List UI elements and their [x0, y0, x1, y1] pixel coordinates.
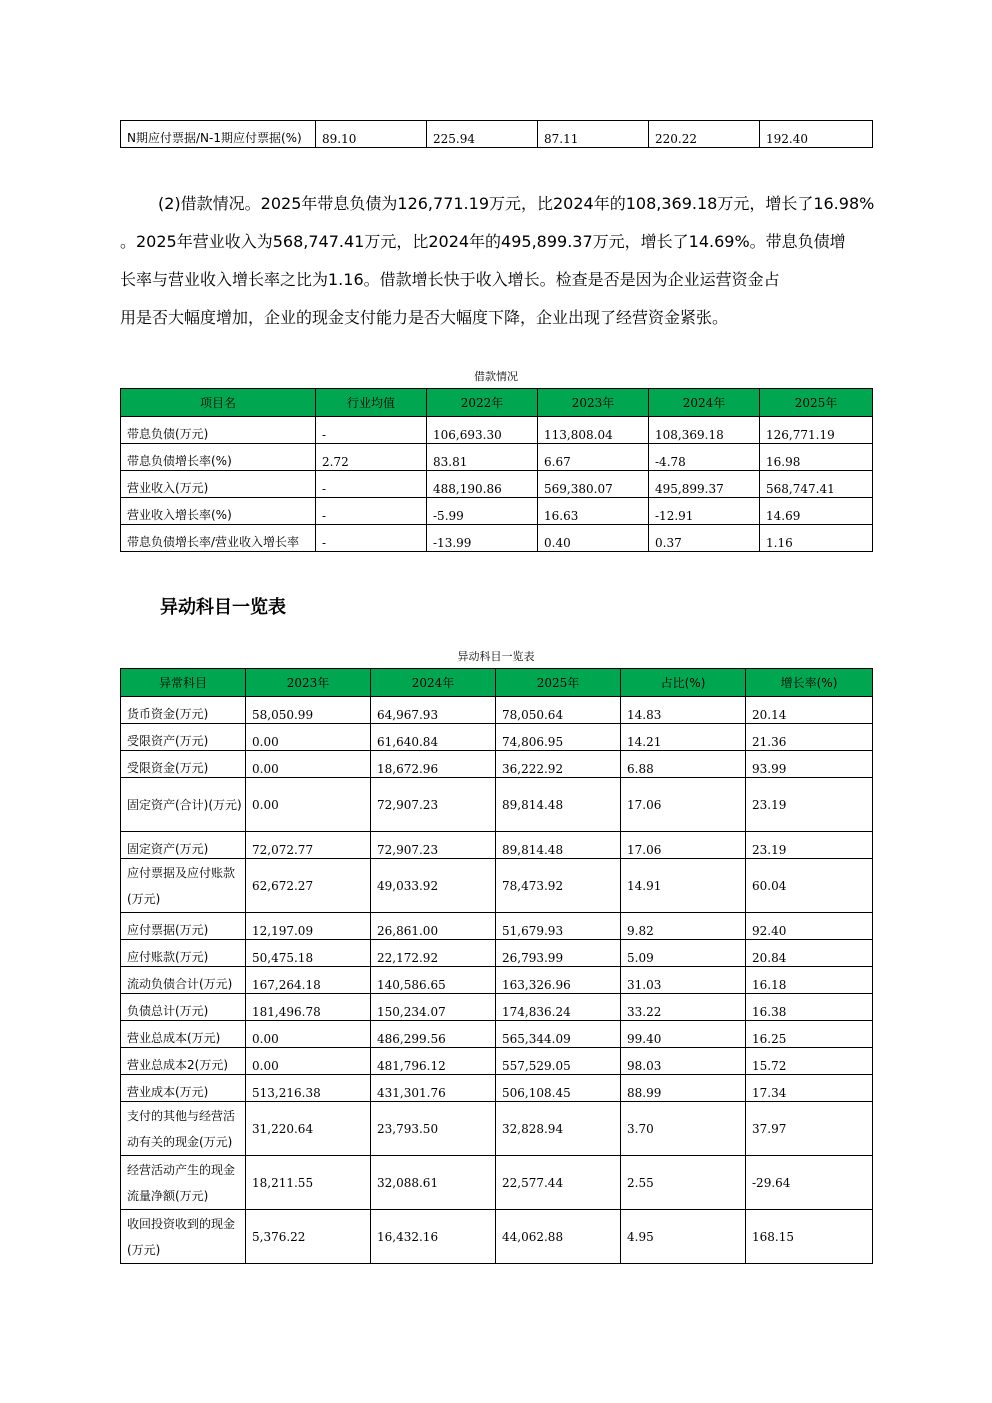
row-label: 受限资产(万元) [121, 724, 246, 751]
row-label: 固定资产(合计)(万元) [121, 778, 246, 832]
cell: 58,050.99 [246, 697, 371, 724]
cell: 83.81 [427, 444, 538, 471]
cell: 1.16 [760, 525, 873, 552]
table-row [121, 697, 873, 724]
cell: 0.00 [246, 1021, 371, 1048]
cell: 33.22 [621, 994, 746, 1021]
table-row [121, 940, 873, 967]
table-row [121, 444, 873, 471]
table-row [121, 1102, 873, 1156]
cell: 16.38 [746, 994, 873, 1021]
cell: 89.10 [316, 121, 427, 148]
cell: 220.22 [649, 121, 760, 148]
cell: 108,369.18 [649, 417, 760, 444]
cell: 15.72 [746, 1048, 873, 1075]
table-row [121, 525, 873, 552]
cell: - [316, 498, 427, 525]
table-row [121, 1021, 873, 1048]
row-label: 支付的其他与经营活动有关的现金(万元) [121, 1102, 246, 1156]
table-row [121, 859, 873, 913]
table-row [121, 1048, 873, 1075]
cell: 167,264.18 [246, 967, 371, 994]
cell: 62,672.27 [246, 859, 371, 913]
row-label: 营业收入增长率(%) [121, 498, 316, 525]
row-label: 货币资金(万元) [121, 697, 246, 724]
cell: -12.91 [649, 498, 760, 525]
cell: 0.40 [538, 525, 649, 552]
cell: 569,380.07 [538, 471, 649, 498]
cell: 5,376.22 [246, 1210, 371, 1264]
loan-table [120, 388, 873, 552]
cell: 32,828.94 [496, 1102, 621, 1156]
cell: 22,172.92 [371, 940, 496, 967]
table-row [121, 994, 873, 1021]
cell: 26,793.99 [496, 940, 621, 967]
cell: 0.00 [246, 778, 371, 832]
cell: 14.21 [621, 724, 746, 751]
row-label: 营业总成本2(万元) [121, 1048, 246, 1075]
cell: 72,907.23 [371, 832, 496, 859]
cell: - [316, 417, 427, 444]
cell: 9.82 [621, 913, 746, 940]
cell: 98.03 [621, 1048, 746, 1075]
cell: 36,222.92 [496, 751, 621, 778]
cell: 113,808.04 [538, 417, 649, 444]
cell: 20.84 [746, 940, 873, 967]
cell: 50,475.18 [246, 940, 371, 967]
table-row [121, 778, 873, 832]
cell: 181,496.78 [246, 994, 371, 1021]
cell: 89,814.48 [496, 832, 621, 859]
cell: 12,197.09 [246, 913, 371, 940]
row-label: 经营活动产生的现金流量净额(万元) [121, 1156, 246, 1210]
cell: 18,211.55 [246, 1156, 371, 1210]
cell: 17.06 [621, 832, 746, 859]
paragraph-line: (2)借款情况。2025年带息负债为126,771.19万元，比2024年的108,369.18万元，增长了16.98% [158, 194, 875, 213]
section-heading: 异动科目一览表 [160, 597, 286, 618]
cell: 21.36 [746, 724, 873, 751]
cell: 88.99 [621, 1075, 746, 1102]
row-label: 带息负债(万元) [121, 417, 316, 444]
cell: 14.83 [621, 697, 746, 724]
cell: 32,088.61 [371, 1156, 496, 1210]
cell: 23.19 [746, 832, 873, 859]
cell: 495,899.37 [649, 471, 760, 498]
anomaly-table [120, 668, 873, 1264]
table-row [121, 1075, 873, 1102]
cell: 174,836.24 [496, 994, 621, 1021]
cell: 506,108.45 [496, 1075, 621, 1102]
cell: 0.00 [246, 751, 371, 778]
table-row [121, 913, 873, 940]
cell: 126,771.19 [760, 417, 873, 444]
cell: 225.94 [427, 121, 538, 148]
row-label: 负债总计(万元) [121, 994, 246, 1021]
cell: 486,299.56 [371, 1021, 496, 1048]
table-row [121, 832, 873, 859]
table-row [121, 724, 873, 751]
cell: 26,861.00 [371, 913, 496, 940]
cell: 5.09 [621, 940, 746, 967]
paragraph-line: 用是否大幅度增加，企业的现金支付能力是否大幅度下降，企业出现了经营资金紧张。 [120, 308, 729, 327]
cell: 31.03 [621, 967, 746, 994]
row-label: 营业收入(万元) [121, 471, 316, 498]
cell: 72,907.23 [371, 778, 496, 832]
row-label: 应付票据(万元) [121, 913, 246, 940]
cell: 31,220.64 [246, 1102, 371, 1156]
cell: 99.40 [621, 1021, 746, 1048]
cell: 565,344.09 [496, 1021, 621, 1048]
row-label: 流动负债合计(万元) [121, 967, 246, 994]
cell: 23.19 [746, 778, 873, 832]
cell: -4.78 [649, 444, 760, 471]
cell: 23,793.50 [371, 1102, 496, 1156]
cell: 14.69 [760, 498, 873, 525]
cell: 72,072.77 [246, 832, 371, 859]
cell: 106,693.30 [427, 417, 538, 444]
cell: 0.37 [649, 525, 760, 552]
cell: 44,062.88 [496, 1210, 621, 1264]
cell: 92.40 [746, 913, 873, 940]
row-label: 固定资产(万元) [121, 832, 246, 859]
row-label: 带息负债增长率(%) [121, 444, 316, 471]
cell: 6.67 [538, 444, 649, 471]
column-header: 2023年 [538, 389, 649, 417]
cell: 16.25 [746, 1021, 873, 1048]
cell: 14.91 [621, 859, 746, 913]
table-row [121, 498, 873, 525]
table-row [121, 471, 873, 498]
column-header: 增长率(%) [746, 669, 873, 697]
cell: 163,326.96 [496, 967, 621, 994]
cell: 140,586.65 [371, 967, 496, 994]
cell: 78,050.64 [496, 697, 621, 724]
cell: 78,473.92 [496, 859, 621, 913]
column-header: 占比(%) [621, 669, 746, 697]
cell: 20.14 [746, 697, 873, 724]
cell: 557,529.05 [496, 1048, 621, 1075]
table-row [121, 417, 873, 444]
cell: 6.88 [621, 751, 746, 778]
cell: 16.18 [746, 967, 873, 994]
table-caption: 异动科目一览表 [457, 650, 535, 663]
cell: 2.72 [316, 444, 427, 471]
cell: 568,747.41 [760, 471, 873, 498]
cell: 168.15 [746, 1210, 873, 1264]
cell: 61,640.84 [371, 724, 496, 751]
column-header: 2025年 [760, 389, 873, 417]
cell: 2.55 [621, 1156, 746, 1210]
row-label: 应付票据及应付账款(万元) [121, 859, 246, 913]
cell: 49,033.92 [371, 859, 496, 913]
row-label: 应付账款(万元) [121, 940, 246, 967]
cell: 150,234.07 [371, 994, 496, 1021]
row-label: 营业总成本(万元) [121, 1021, 246, 1048]
table-row [121, 751, 873, 778]
cell: 192.40 [760, 121, 873, 148]
row-label: 营业成本(万元) [121, 1075, 246, 1102]
row-label: 收回投资收到的现金(万元) [121, 1210, 246, 1264]
cell: - [316, 525, 427, 552]
column-header: 2025年 [496, 669, 621, 697]
cell: 22,577.44 [496, 1156, 621, 1210]
column-header: 2022年 [427, 389, 538, 417]
cell: 431,301.76 [371, 1075, 496, 1102]
cell: 0.00 [246, 724, 371, 751]
row-label: 受限资金(万元) [121, 751, 246, 778]
cell: 0.00 [246, 1048, 371, 1075]
table-row [121, 1210, 873, 1264]
cell: 93.99 [746, 751, 873, 778]
cell: 17.34 [746, 1075, 873, 1102]
row-label: 带息负债增长率/营业收入增长率 [121, 525, 316, 552]
loan-paragraph [120, 185, 900, 337]
table-row [121, 967, 873, 994]
cell: 51,679.93 [496, 913, 621, 940]
table-header-row [121, 389, 873, 417]
cell: 4.95 [621, 1210, 746, 1264]
cell: -13.99 [427, 525, 538, 552]
table-row [121, 1156, 873, 1210]
cell: -5.99 [427, 498, 538, 525]
cell: 17.06 [621, 778, 746, 832]
cell: 513,216.38 [246, 1075, 371, 1102]
cell: 16.63 [538, 498, 649, 525]
column-header: 2023年 [246, 669, 371, 697]
cell: 87.11 [538, 121, 649, 148]
cell: - [316, 471, 427, 498]
table-caption: 借款情况 [474, 370, 518, 383]
cell: 488,190.86 [427, 471, 538, 498]
cell: 3.70 [621, 1102, 746, 1156]
column-header: 行业均值 [316, 389, 427, 417]
cell: 16,432.16 [371, 1210, 496, 1264]
top-ratio-table [120, 120, 873, 148]
cell: 37.97 [746, 1102, 873, 1156]
column-header: 异常科目 [121, 669, 246, 697]
table-row [121, 121, 873, 148]
cell: 18,672.96 [371, 751, 496, 778]
cell: 89,814.48 [496, 778, 621, 832]
table-header-row [121, 669, 873, 697]
paragraph-line: 长率与营业收入增长率之比为1.16。借款增长快于收入增长。检查是否是因为企业运营资金占 [120, 270, 780, 289]
cell: 16.98 [760, 444, 873, 471]
cell: 60.04 [746, 859, 873, 913]
row-label: N期应付票据/N-1期应付票据(%) [121, 121, 316, 148]
cell: 74,806.95 [496, 724, 621, 751]
paragraph-line: 。2025年营业收入为568,747.41万元，比2024年的495,899.37万元，增长了14.69%。带息负债增 [120, 232, 846, 251]
cell: 481,796.12 [371, 1048, 496, 1075]
cell: -29.64 [746, 1156, 873, 1210]
column-header: 2024年 [649, 389, 760, 417]
column-header: 项目名 [121, 389, 316, 417]
column-header: 2024年 [371, 669, 496, 697]
cell: 64,967.93 [371, 697, 496, 724]
